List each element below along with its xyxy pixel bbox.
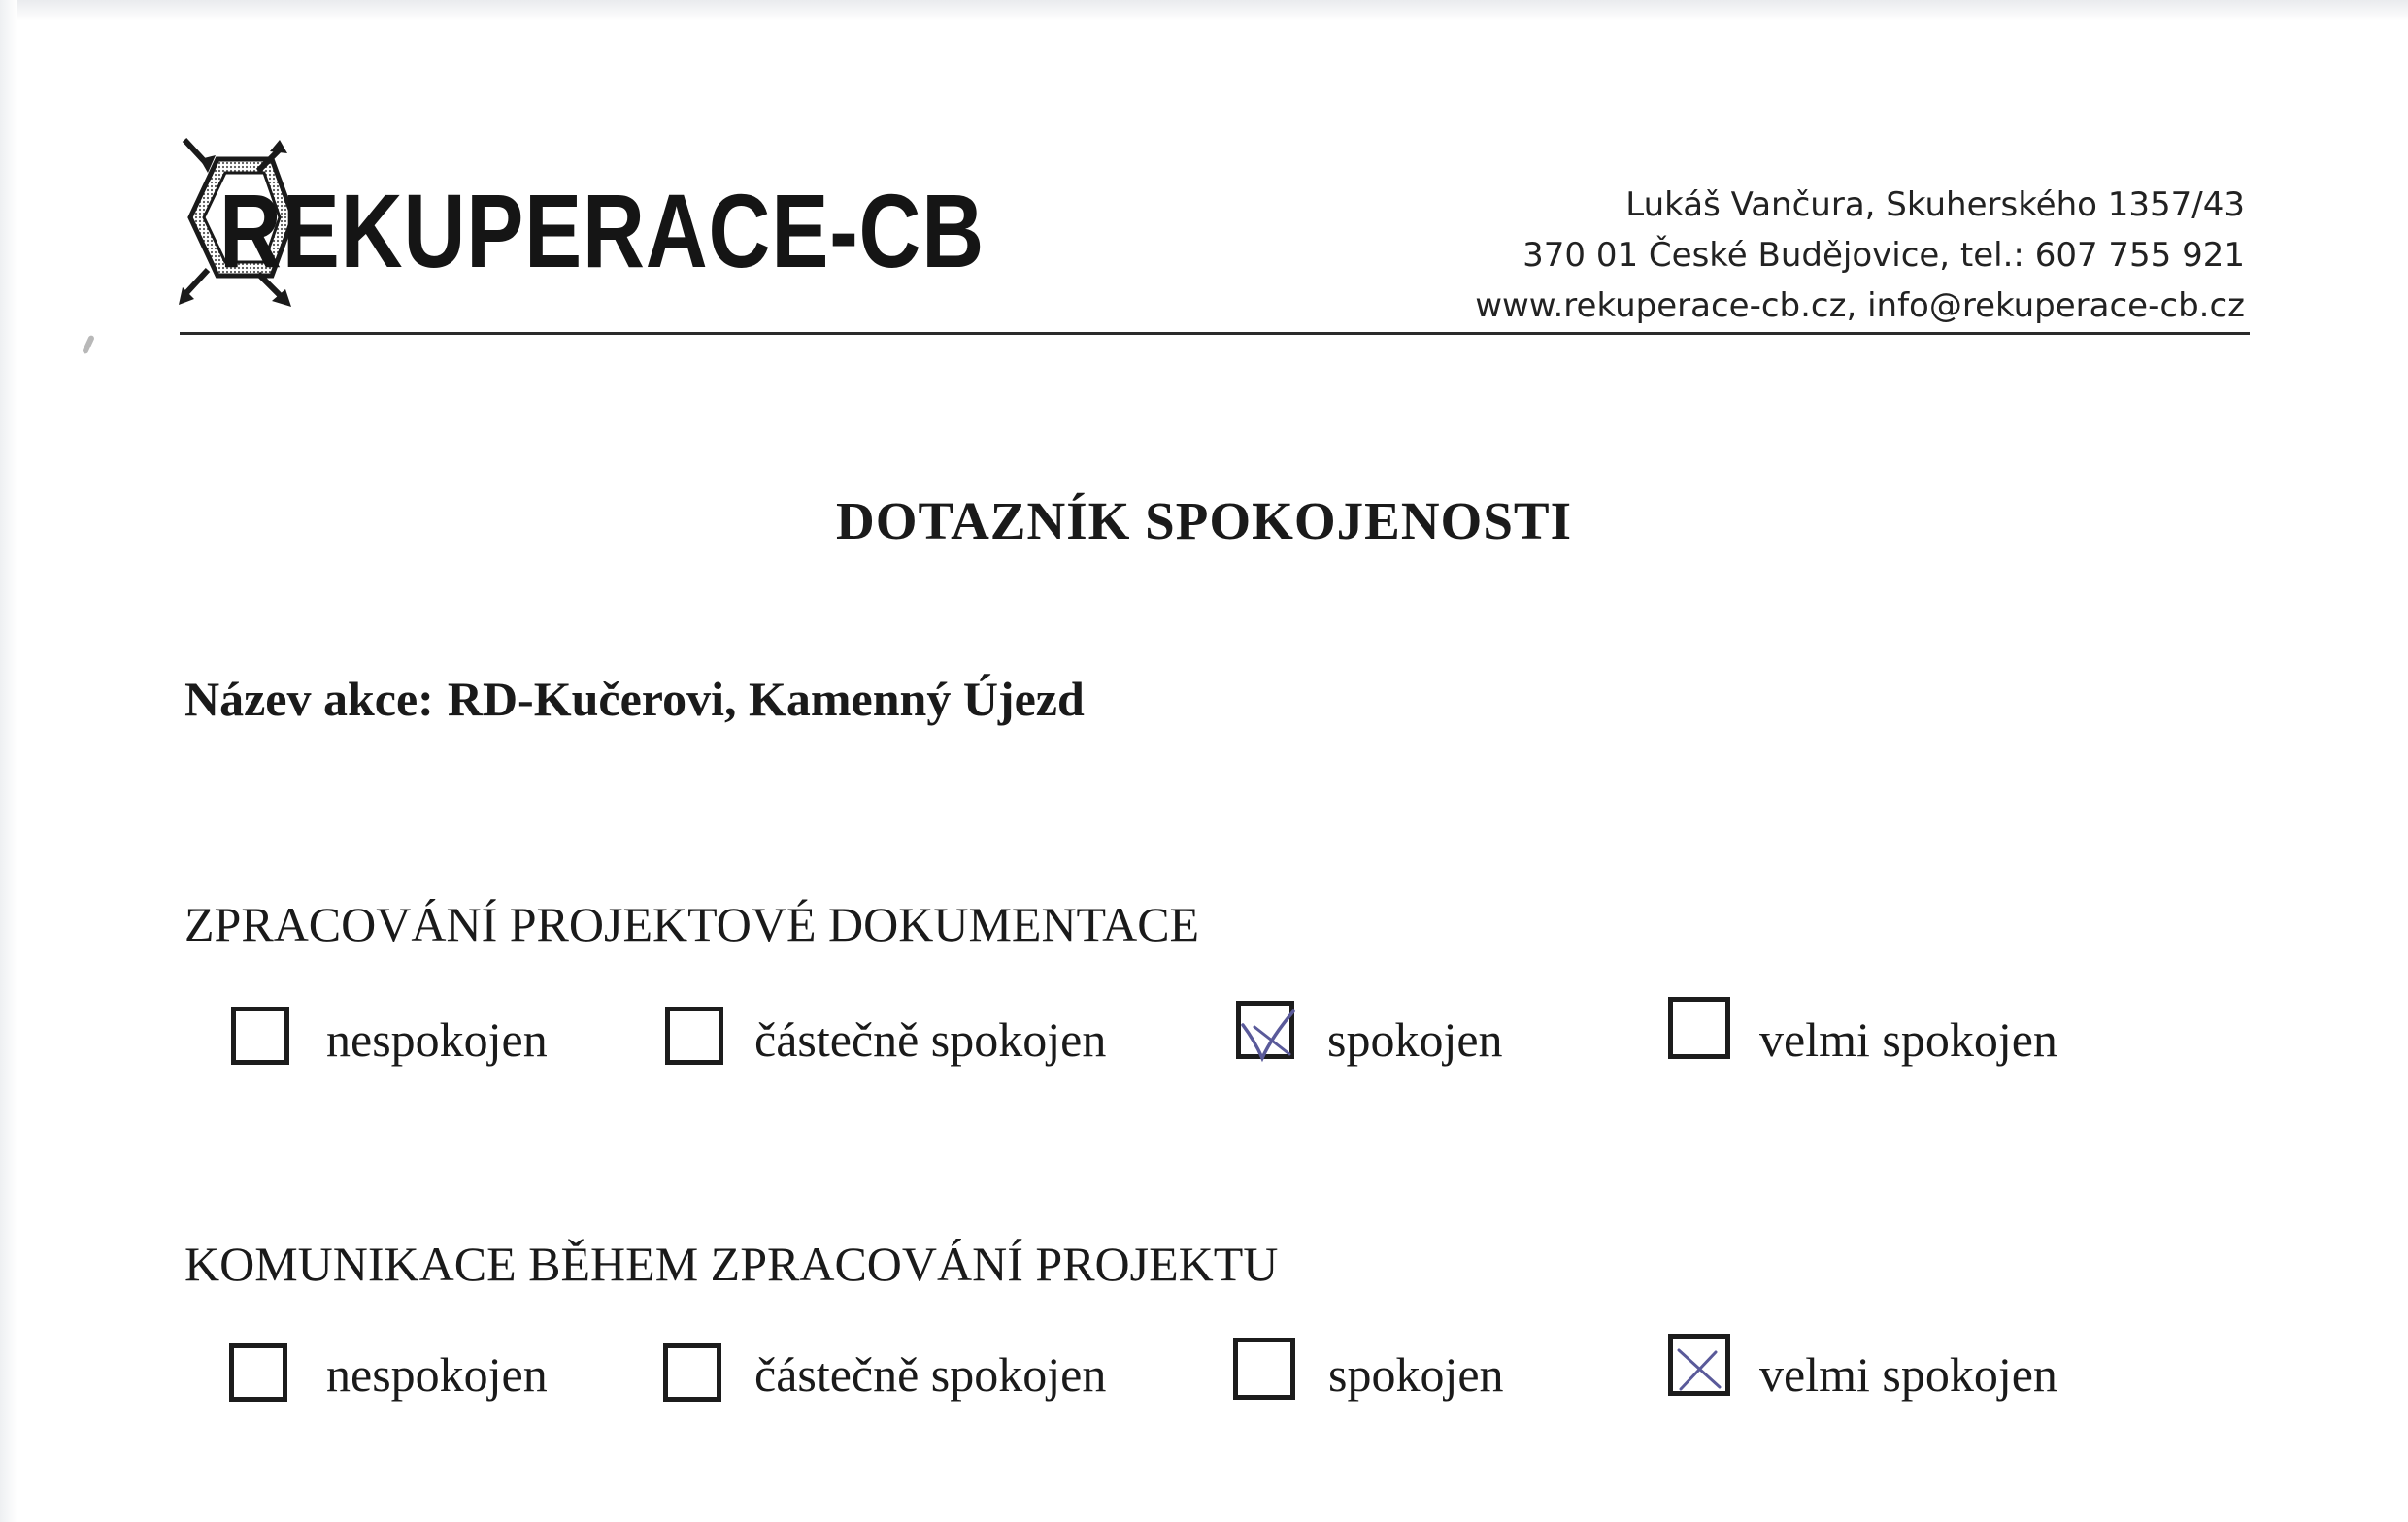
checkbox[interactable] (229, 1343, 287, 1402)
option-label: nespokojen (326, 1012, 548, 1067)
option-label: nespokojen (326, 1347, 548, 1402)
section-title: ZPRACOVÁNÍ PROJEKTOVÉ DOKUMENTACE (184, 897, 1200, 951)
checkbox[interactable] (665, 1007, 723, 1065)
checkbox-checked[interactable] (1668, 1334, 1730, 1396)
checkbox[interactable] (231, 1007, 289, 1065)
company-city-phone: 370 01 České Budějovice, tel.: 607 755 921 (1522, 236, 2245, 275)
company-contact (1371, 180, 2245, 331)
company-address: Lukáš Vančura, Skuherského 1357/43 (1625, 185, 2245, 224)
action-label: Název akce: (184, 672, 434, 726)
action-name (184, 670, 1085, 728)
option-label: velmi spokojen (1759, 1012, 2057, 1067)
checkbox[interactable] (663, 1343, 721, 1402)
option-label: spokojen (1328, 1347, 1504, 1402)
option-label: částečně spokojen (754, 1347, 1107, 1402)
option-label: velmi spokojen (1759, 1347, 2057, 1402)
option-label: spokojen (1327, 1012, 1503, 1067)
header-divider (180, 332, 2250, 335)
scan-edge (0, 0, 2408, 21)
action-value: RD-Kučerovi, Kamenný Újezd (447, 672, 1085, 726)
section-title: KOMUNIKACE BĚHEM ZPRACOVÁNÍ PROJEKTU (184, 1237, 1279, 1291)
option-label: částečně spokojen (754, 1012, 1107, 1067)
cross-mark-icon (1665, 1331, 1739, 1405)
checkbox[interactable] (1668, 997, 1730, 1059)
checkbox[interactable] (1233, 1338, 1295, 1400)
logo-text: REKUPERACE-CB (219, 172, 986, 289)
stray-mark (82, 335, 95, 355)
scan-edge (0, 0, 17, 1522)
page-title: DOTAZNÍK SPOKOJENOSTI (835, 491, 1573, 550)
company-logo (179, 134, 986, 328)
checkbox-checked[interactable] (1236, 1001, 1294, 1059)
check-mark-icon (1233, 998, 1307, 1072)
company-web-email: www.rekuperace-cb.cz, info@rekuperace-cb.cz (1475, 286, 2245, 325)
